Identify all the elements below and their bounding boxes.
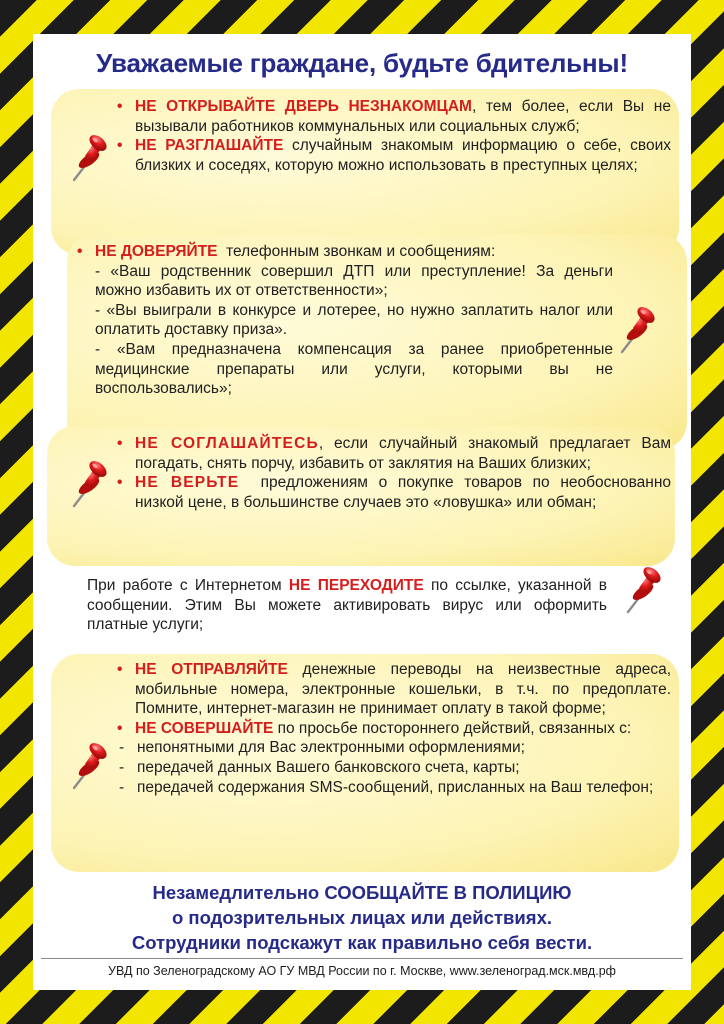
- warning-text: , тем более, если Вы не вызывали работников коммунальных или социальных служб;: [135, 98, 671, 135]
- sub-item: - передачей данных Вашего банковского счета, карты;: [119, 758, 520, 776]
- dash-icon: -: [119, 739, 125, 757]
- list-item: [113, 434, 671, 473]
- pushpin-icon: [67, 130, 111, 182]
- bullet-icon: •: [117, 719, 123, 737]
- section3-text: [113, 434, 676, 512]
- warning-keyword: НЕ ДОВЕРЯЙТЕ: [95, 243, 218, 260]
- footer-credit: УВД по Зеленоградскому АО ГУ МВД России по г. Москве, www.зеленоград.мск.мвд.рф: [108, 964, 616, 978]
- section1-text: [113, 97, 671, 175]
- sub-item: - передачей содержания SMS-сообщений, присланных на Ваш телефон;: [119, 778, 654, 796]
- page-title: Уважаемые граждане, будьте бдительны!: [96, 48, 628, 78]
- bullet-icon: •: [117, 435, 123, 452]
- pushpin-icon: [621, 562, 665, 614]
- dash-icon: -: [119, 758, 125, 776]
- warning-keyword: НЕ ОТПРАВЛЯЙТЕ: [135, 661, 288, 678]
- final-message-line: Сотрудники подскажут как правильно себя вести.: [131, 932, 593, 953]
- pushpin-icon: [67, 738, 111, 790]
- bullet-icon: •: [117, 474, 123, 492]
- list-item: [113, 719, 671, 739]
- dash-icon: -: [119, 778, 125, 796]
- warning-keyword: НЕ ПЕРЕХОДИТЕ: [288, 577, 424, 594]
- warning-keyword: НЕ СОВЕРШАЙТЕ: [135, 719, 274, 737]
- list-item: [113, 660, 671, 719]
- section4-text: [87, 576, 607, 635]
- warning-text: денежные переводы на неизвестные адреса, мобильные номера, электронные кошельки, в т.ч. по предоплате. Помните, интернет-магазин не принимает оплату в такой форме;: [135, 661, 672, 718]
- list-item: [113, 473, 676, 512]
- warning-text: случайным знакомым информацию о себе, своих близких и соседях, которую можно использовать в преступных целях;: [135, 137, 672, 174]
- final-message-line: о подозрительных лицах или действиях.: [171, 907, 553, 928]
- pushpin-icon: [615, 302, 659, 354]
- warning-keyword: НЕ ОТКРЫВАЙТЕ ДВЕРЬ НЕЗНАКОМЦАМ: [135, 98, 472, 115]
- footer-divider: [41, 958, 683, 959]
- bullet-icon: •: [77, 243, 83, 260]
- bullet-icon: •: [117, 137, 123, 155]
- bullet-icon: •: [117, 98, 123, 115]
- warning-text: , если случайный знакомый предлагает Вам погадать, снять порчу, избавить от заклятия на Ваших близких;: [135, 435, 671, 472]
- warning-text: предложениям о покупке товаров по необоснованно низкой цене, в большинстве случаев это «ловушка» или обман;: [135, 474, 676, 511]
- poster-sheet: [33, 34, 691, 990]
- bullet-icon: •: [117, 661, 123, 678]
- section2-text: [73, 242, 613, 399]
- list-item: [73, 242, 613, 262]
- warning-keyword: НЕ РАЗГЛАШАЙТЕ: [135, 137, 284, 155]
- internet-text: При работе с Интернетом: [87, 577, 289, 594]
- list-item: [113, 136, 671, 175]
- quote-line: - «Вы выиграли в конкурсе и лотерее, но нужно заплатить налог или оплатить доставку приза».: [95, 301, 613, 339]
- quote-line: - «Ваш родственник совершил ДТП или преступление! За деньги можно избавить их от ответственности»;: [95, 262, 613, 300]
- sub-item: - непонятными для Вас электронными оформлениями;: [119, 739, 525, 757]
- final-message-line: Незамедлительно СООБЩАЙТЕ В ПОЛИЦИЮ: [152, 882, 572, 903]
- final-message: [33, 880, 691, 955]
- warning-keyword: НЕ СОГЛАШАЙТЕСЬ: [135, 435, 319, 452]
- list-item: [113, 97, 671, 136]
- warning-text: по просьбе постороннего действий, связанных с:: [273, 719, 632, 737]
- section5-text: [113, 660, 671, 797]
- warning-text: телефонным звонкам и сообщениям:: [217, 243, 496, 260]
- quote-line: - «Вам предназначена компенсация за ранее приобретенные медицинские препараты или услуги, которыми вы не воспользовались»;: [95, 340, 613, 398]
- warning-keyword: НЕ ВЕРЬТЕ: [135, 474, 240, 492]
- pushpin-icon: [67, 456, 111, 508]
- internet-text: по ссылке, указанной в сообщении. Этим Вы можете активировать вирус или оформить платные услуги;: [87, 577, 608, 634]
